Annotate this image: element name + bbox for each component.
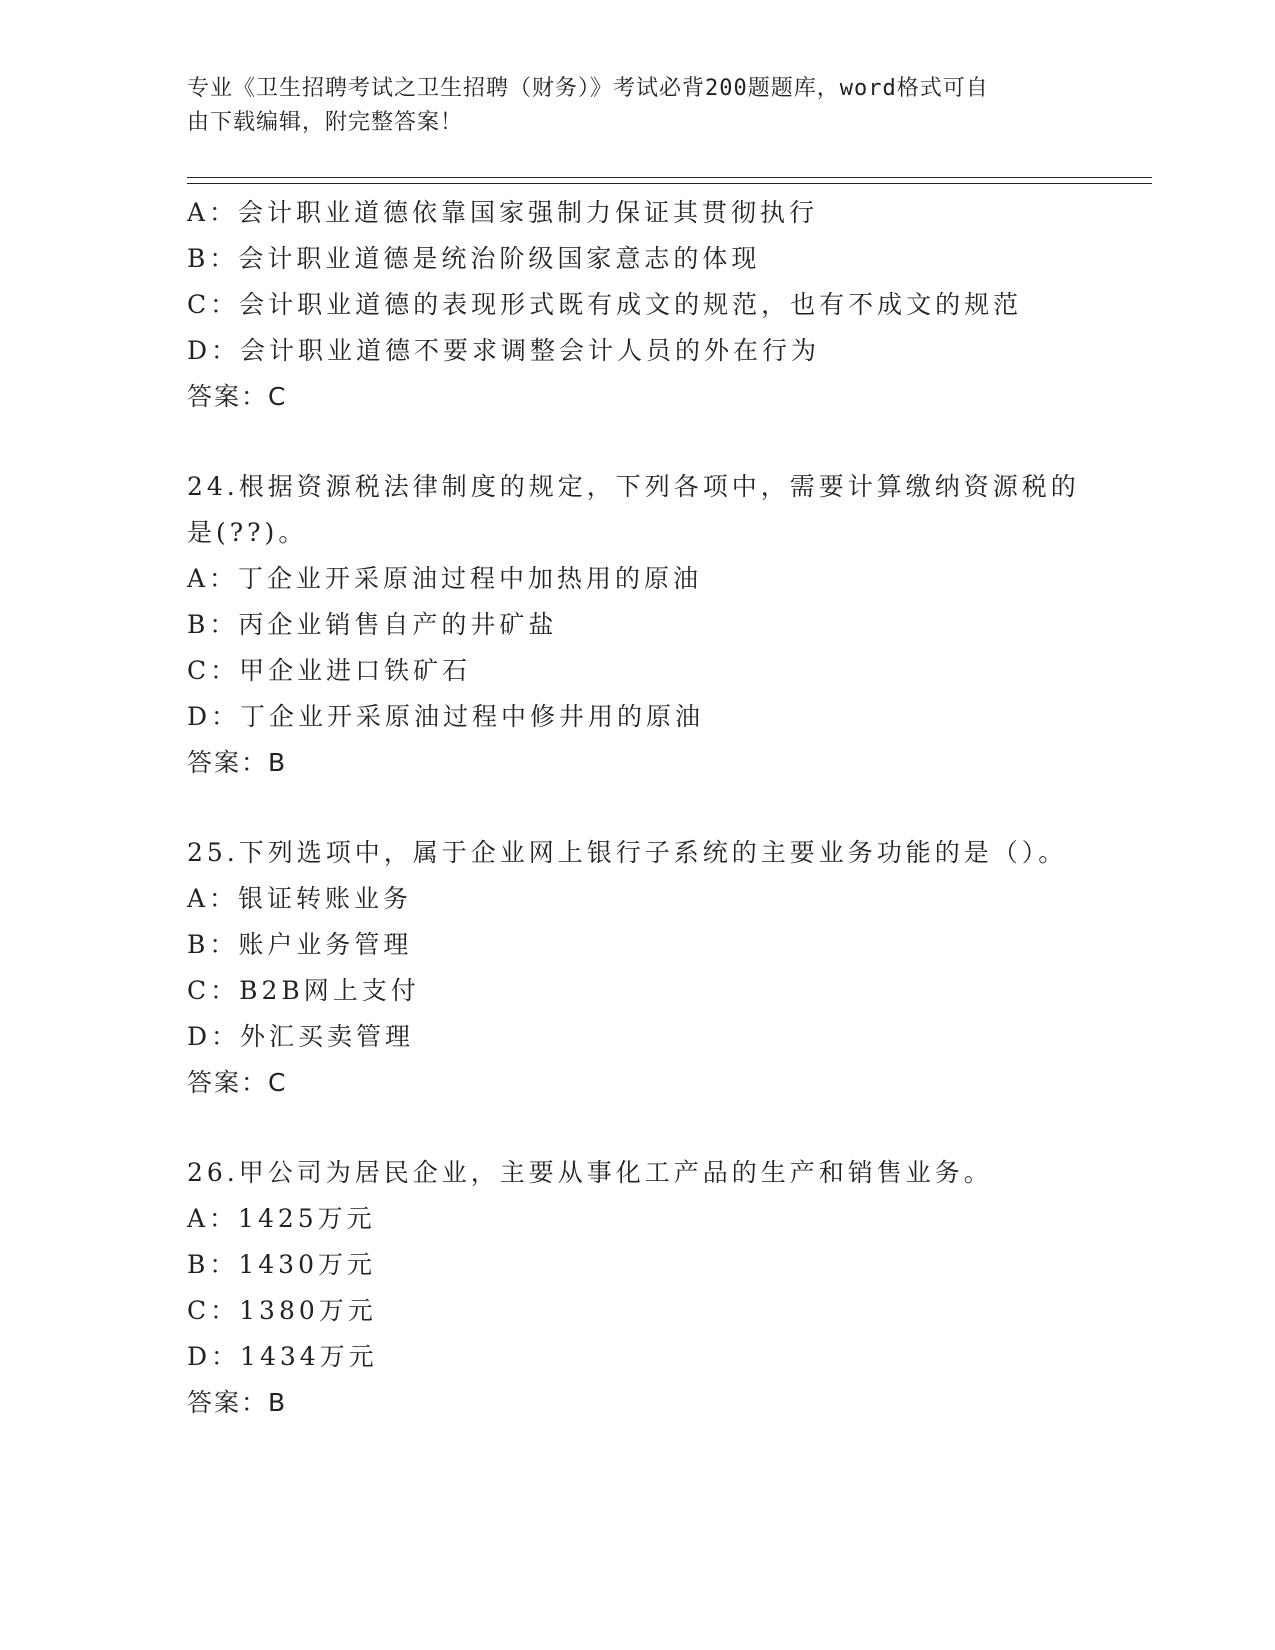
option-d: D：丁企业开采原油过程中修井用的原油	[187, 702, 705, 731]
header-line-1: 专业《卫生招聘考试之卫生招聘（财务）》考试必背200题题库，word格式可自	[187, 76, 989, 101]
option-b: B：会计职业道德是统治阶级国家意志的体现	[187, 244, 761, 273]
spacer	[187, 1106, 1147, 1150]
question-block-25	[187, 830, 1147, 1106]
option-a: A：丁企业开采原油过程中加热用的原油	[187, 564, 703, 593]
spacer	[187, 420, 1147, 464]
question-stem-line-1: 25.下列选项中，属于企业网上银行子系统的主要业务功能的是（）。	[187, 838, 1068, 867]
option-d: D：会计职业道德不要求调整会计人员的外在行为	[187, 336, 821, 365]
question-block-26	[187, 1150, 1147, 1426]
option-b: B：丙企业销售自产的井矿盐	[187, 610, 558, 639]
document-header	[187, 72, 1087, 140]
option-d: D：外汇买卖管理	[187, 1022, 415, 1051]
option-d: D：1434万元	[187, 1342, 378, 1371]
header-rule-bottom	[187, 183, 1152, 184]
option-a: A：会计职业道德依靠国家强制力保证其贯彻执行	[187, 198, 819, 227]
answer-line: 答案：C	[187, 1068, 288, 1097]
answer-line: 答案：B	[187, 748, 288, 777]
question-list	[187, 190, 1147, 1426]
spacer	[187, 786, 1147, 830]
option-c: C：B2B网上支付	[187, 976, 420, 1005]
option-b: B：账户业务管理	[187, 930, 413, 959]
option-c: C：1380万元	[187, 1296, 377, 1325]
option-a: A：1425万元	[187, 1204, 376, 1233]
header-rule-top	[187, 177, 1152, 178]
option-c: C：会计职业道德的表现形式既有成文的规范，也有不成文的规范	[187, 290, 1023, 319]
question-block-24	[187, 464, 1147, 786]
question-stem-line-1: 24.根据资源税法律制度的规定，下列各项中，需要计算缴纳资源税的	[187, 472, 1080, 501]
header-line-2: 由下载编辑，附完整答案！	[187, 110, 464, 135]
question-stem-line-2: 是(??)。	[187, 518, 308, 547]
option-a: A：银证转账业务	[187, 884, 413, 913]
option-b: B：1430万元	[187, 1250, 376, 1279]
question-block-23	[187, 190, 1147, 420]
answer-line: 答案：C	[187, 382, 288, 411]
answer-line: 答案：B	[187, 1388, 288, 1417]
question-stem-line-1: 26.甲公司为居民企业，主要从事化工产品的生产和销售业务。	[187, 1158, 993, 1187]
option-c: C：甲企业进口铁矿石	[187, 656, 472, 685]
